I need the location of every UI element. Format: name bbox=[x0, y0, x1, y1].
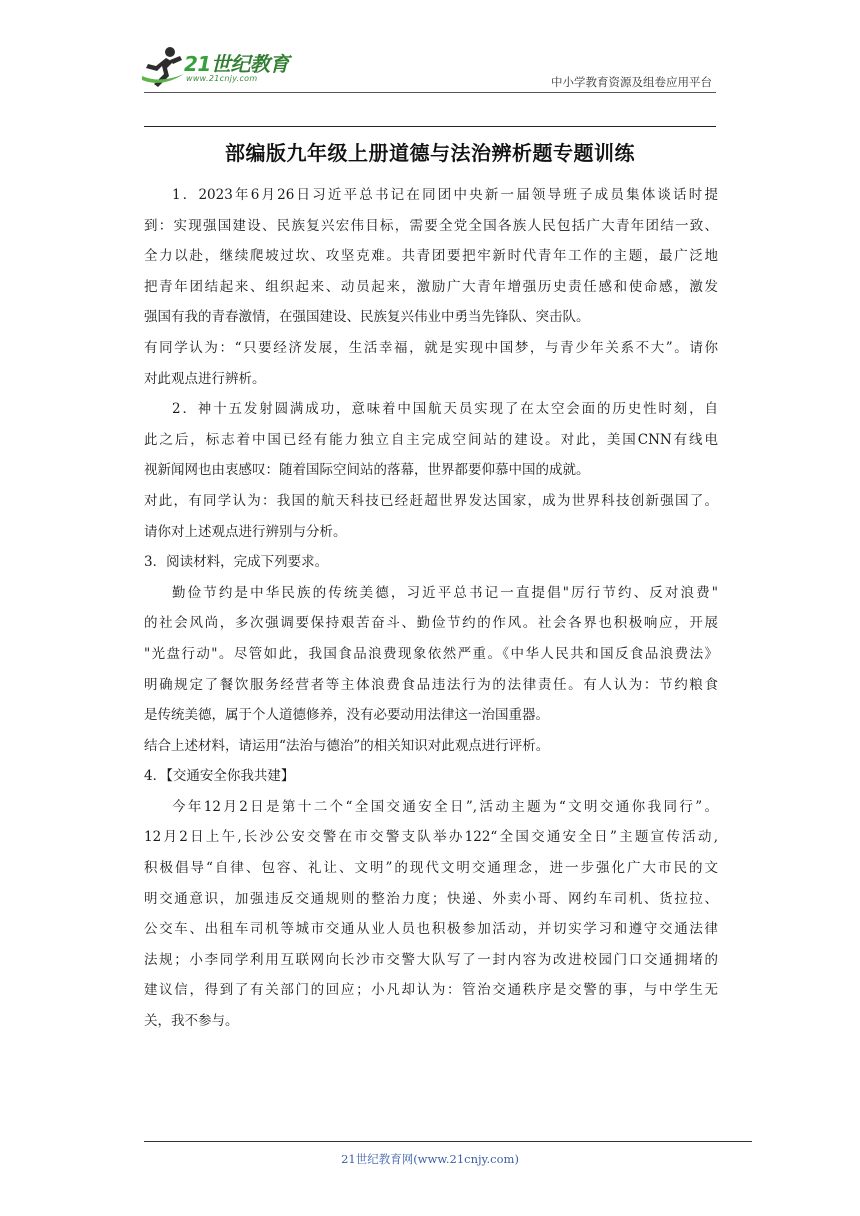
text-line: 12月2日上午,长沙公安交警在市交警支队举办122“全国交通安全日”主题宣传活动, bbox=[144, 829, 718, 846]
page-title: 部编版九年级上册道德与法治辨析题专题训练 bbox=[225, 141, 635, 165]
text-line: 对此，有同学认为：我国的航天科技已经赶超世界发达国家，成为世界科技创新强国了。 bbox=[144, 492, 718, 509]
runner-logo-icon bbox=[140, 44, 186, 90]
text-line: 请你对上述观点进行辨别与分析。 bbox=[144, 523, 347, 540]
text-line: 有同学认为：“只要经济发展，生活幸福，就是实现中国梦，与青少年关系不大”。请你 bbox=[144, 339, 718, 356]
text-line: 积极倡导“自律、包容、礼让、文明”的现代文明交通理念，进一步强化广大市民的文 bbox=[144, 860, 718, 877]
text-line: 法规；小李同学利用互联网向长沙市交警大队写了一封内容为改进校园门口交通拥堵的 bbox=[144, 951, 718, 968]
text-line: 今年12月2日是第十二个“全国交通安全日”,活动主题为“文明交通你我同行”。 bbox=[172, 798, 718, 815]
footer-text: 21世纪教育网(www.21cnjy.com) bbox=[341, 1152, 519, 1166]
text-line: 公交车、出租车司机等城市交通从业人员也积极参加活动，并切实学习和遵守交通法律 bbox=[144, 921, 718, 938]
text-line: 4．【交通安全你我共建】 bbox=[144, 768, 295, 785]
text-line: 视新闻网也由衷感叹：随着国际空间站的落幕，世界都要仰慕中国的成就。 bbox=[144, 462, 590, 479]
document-body bbox=[144, 180, 718, 1037]
text-line: 全力以赴，继续爬坡过坎、攻坚克难。共青团要把牢新时代青年工作的主题，最广泛地 bbox=[144, 248, 718, 265]
platform-label: 中小学教育资源及组卷应用平台 bbox=[551, 75, 712, 89]
text-line: 明交通意识，加强违反交通规则的整治力度；快递、外卖小哥、网约车司机、货拉拉、 bbox=[144, 890, 718, 907]
text-line: 明确规定了餐饮服务经营者等主体浪费食品违法行为的法律责任。有人认为：节约粮食 bbox=[144, 676, 718, 693]
logo-url: www.21cnjy.com bbox=[186, 74, 258, 83]
header-divider bbox=[144, 92, 716, 93]
text-line: 2．神十五发射圆满成功，意味着中国航天员实现了在太空会面的历史性时刻，自 bbox=[172, 401, 718, 418]
site-logo bbox=[140, 44, 310, 92]
text-line: 把青年团结起来、组织起来、动员起来，激励广大青年增强历史责任感和使命感，激发 bbox=[144, 278, 718, 295]
text-line: 1．2023年6月26日习近平总书记在同团中央新一届领导班子成员集体谈话时提 bbox=[172, 187, 718, 203]
text-line: 建议信，得到了有关部门的回应；小凡却认为：管治交通秩序是交警的事，与中学生无 bbox=[144, 982, 718, 999]
text-line: 对此观点进行辨析。 bbox=[144, 370, 266, 387]
text-line: 是传统美德，属于个人道德修养，没有必要动用法律这一治国重器。 bbox=[144, 707, 549, 724]
text-line: 强国有我的青春激情，在强国建设、民族复兴伟业中勇当先锋队、突击队。 bbox=[144, 309, 590, 326]
text-line: "光盘行动"。尽管如此，我国食品浪费现象依然严重。《中华人民共和国反食品浪费法》 bbox=[144, 645, 718, 662]
logo-wordmark: 21世纪教育 bbox=[184, 52, 289, 76]
text-line: 关，我不参与。 bbox=[144, 1013, 239, 1030]
text-line: 此之后，标志着中国已经有能力独立自主完成空间站的建设。对此，美国CNN有线电 bbox=[144, 431, 718, 448]
text-line: 3．阅读材料，完成下列要求。 bbox=[144, 554, 329, 571]
text-line: 结合上述材料，请运用“法治与德治”的相关知识对此观点进行评析。 bbox=[144, 737, 550, 754]
footer-divider bbox=[144, 1141, 752, 1142]
text-line: 到：实现强国建设、民族复兴宏伟目标，需要全党全国各族人民包括广大青年团结一致、 bbox=[144, 217, 718, 234]
text-line: 勤俭节约是中华民族的传统美德，习近平总书记一直提倡"厉行节约、反对浪费" bbox=[172, 584, 718, 601]
title-divider bbox=[144, 126, 716, 127]
text-line: 的社会风尚，多次强调要保持艰苦奋斗、勤俭节约的作风。社会各界也积极响应，开展 bbox=[144, 615, 718, 632]
